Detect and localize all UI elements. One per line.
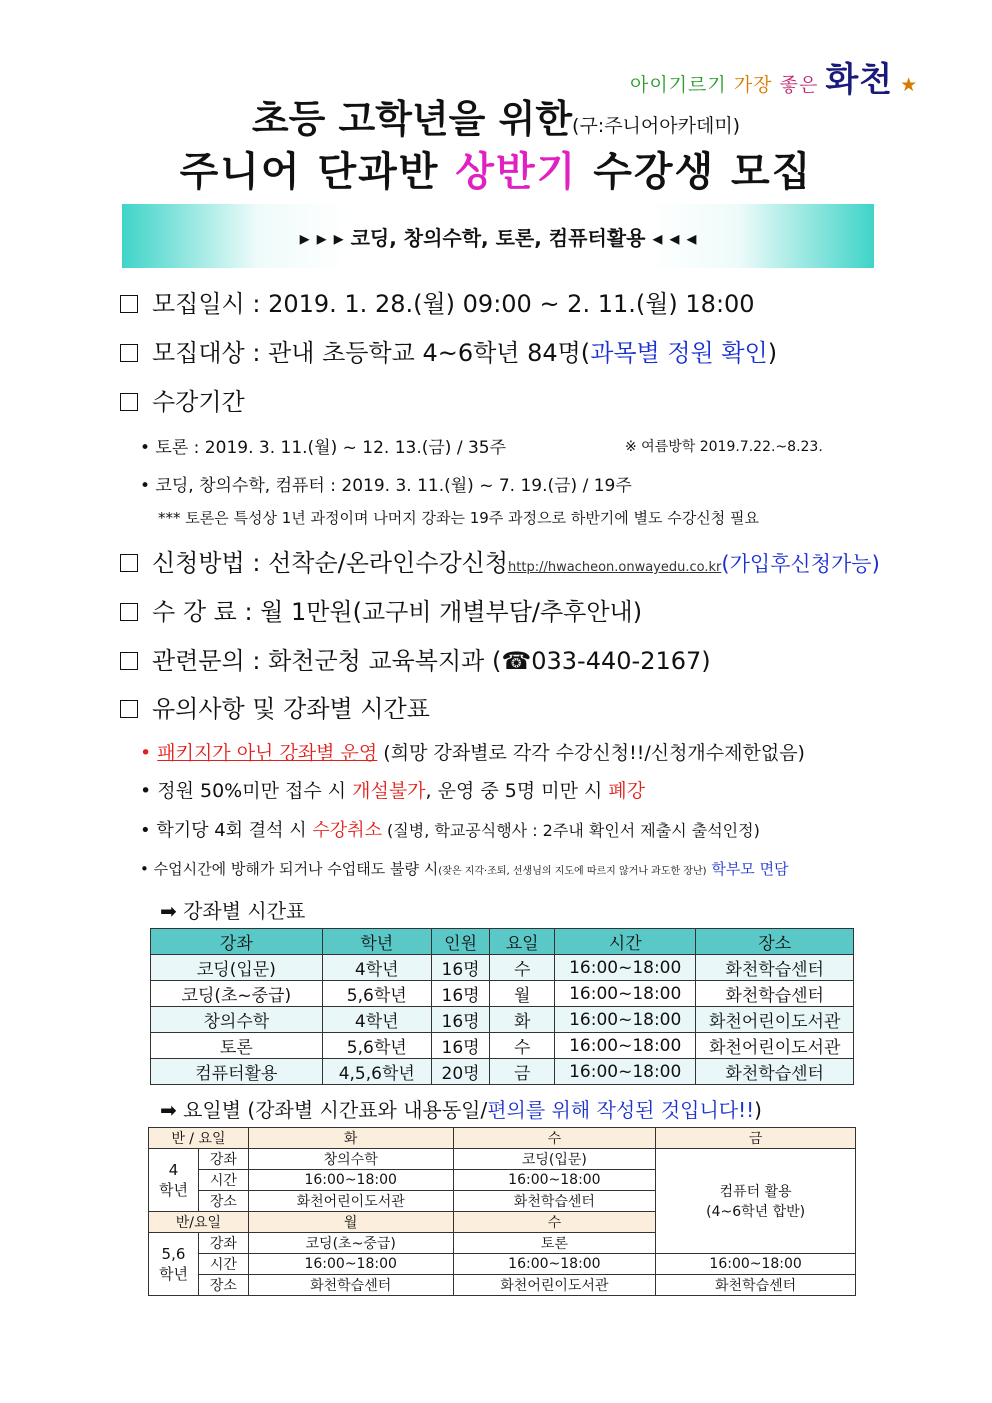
checkbox-icon xyxy=(120,652,138,670)
fri-merged-cell: 컴퓨터 활용 (4~6학년 합반) xyxy=(656,1149,856,1254)
checkbox-icon xyxy=(120,603,138,621)
contact: 관련문의 : 화천군청 교육복지과 (☎033-440-2167) xyxy=(120,641,711,676)
table-row: 컴퓨터활용 4,5,6학년 20명 금 16:00~18:00 화천학습센터 xyxy=(151,1059,854,1085)
table-row: 4 학년 강좌 창의수학 코딩(입문) 컴퓨터 활용 (4~6학년 합반) xyxy=(149,1149,856,1170)
subject-banner-text: ▸ ▸ ▸ 코딩, 창의수학, 토론, 컴퓨터활용 ◂ ◂ ◂ xyxy=(299,226,697,250)
page-title-line1: 초등 고학년을 위한(구:주니어아카데미) xyxy=(251,97,741,141)
grade-4-cell: 4 학년 xyxy=(149,1149,199,1212)
summer-break-note: ※ 여름방학 2019.7.22.~8.23. xyxy=(625,439,823,455)
table-row: 토론 5,6학년 16명 수 16:00~18:00 화천어린이도서관 xyxy=(151,1033,854,1059)
apply-link[interactable]: http://hwacheon.onwayedu.co.kr xyxy=(508,560,722,575)
table-header-row: 반/요일 월 수 xyxy=(149,1212,856,1233)
recruit-period: 모집일시 : 2019. 1. 28.(월) 09:00 ~ 2. 11.(월) 18:00 xyxy=(120,284,755,319)
table-header-row: 강좌 학년 인원 요일 시간 장소 xyxy=(151,929,854,955)
table-row: 창의수학 4학년 16명 화 16:00~18:00 화천어린이도서관 xyxy=(151,1007,854,1033)
checkbox-icon xyxy=(120,700,138,718)
slogan: 아이기르기 가장 좋은 화천 ★ xyxy=(630,60,919,100)
table-row: 장소 화천어린이도서관 화천학습센터 xyxy=(149,1191,856,1212)
day-timetable-heading: ➡ 요일별 (강좌별 시간표와 내용동일/편의를 위해 작성된 것입니다!!) xyxy=(160,1098,762,1122)
debate-period: • 토론 : 2019. 3. 11.(월) ~ 12. 13.(금) / 35주 xyxy=(140,438,507,458)
table-row: 장소 화천학습센터 화천어린이도서관 화천학습센터 xyxy=(149,1275,856,1296)
table-row: 코딩(초~중급) 5,6학년 16명 월 16:00~18:00 화천학습센터 xyxy=(151,981,854,1007)
checkbox-icon xyxy=(120,554,138,572)
notice-item: • 학기당 4회 결석 시 수강취소 (질병, 학교공식행사 : 2주내 확인서 제출시 출석인정) xyxy=(140,820,760,841)
table-row: 시간 16:00~18:00 16:00~18:00 16:00~18:00 xyxy=(149,1254,856,1275)
table-header-row: 반 / 요일 화 수 금 xyxy=(149,1128,856,1149)
notice-item: • 패키지가 아닌 강좌별 운영 (희망 강좌별로 각각 수강신청!!/신청개수제한없음) xyxy=(140,742,805,764)
notice-title: 유의사항 및 강좌별 시간표 xyxy=(120,689,430,724)
star-icon: ★ xyxy=(900,74,919,96)
timetable-heading: ➡ 강좌별 시간표 xyxy=(160,899,306,923)
notice-item: • 정원 50%미만 접수 시 개설불가, 운영 중 5명 미만 시 폐강 xyxy=(140,780,646,802)
notice-item: • 수업시간에 방해가 되거나 수업태도 불량 시(잦은 지각·조퇴, 선생님의 지도에 따르지 않거나 과도한 장난) 학부모 면담 xyxy=(140,860,789,878)
checkbox-icon xyxy=(120,393,138,411)
recruit-target: 모집대상 : 관내 초등학교 4~6학년 84명(과목별 정원 확인) xyxy=(120,333,777,368)
coding-period: • 코딩, 창의수학, 컴퓨터 : 2019. 3. 11.(월) ~ 7. 19.(금) / 19주 xyxy=(140,476,632,496)
day-timetable xyxy=(148,1127,856,1296)
course-timetable xyxy=(150,928,854,1085)
table-row: 시간 16:00~18:00 16:00~18:00 xyxy=(149,1170,856,1191)
table-row: 코딩(입문) 4학년 16명 수 16:00~18:00 화천학습센터 xyxy=(151,955,854,981)
grade-56-cell: 5,6 학년 xyxy=(149,1233,199,1296)
table-row: 5,6 학년 강좌 코딩(초~중급) 토론 xyxy=(149,1233,856,1254)
fee: 수 강 료 : 월 1만원(교구비 개별부담/추후안내) xyxy=(120,592,642,627)
slogan-place: 화천 xyxy=(825,60,894,100)
debate-note: *** 토론은 특성상 1년 과정이며 나머지 강좌는 19주 과정으로 하반기에 별도 수강신청 필요 xyxy=(158,509,760,527)
page-title-line2: 주니어 단과반 상반기 수강생 모집 xyxy=(179,149,813,195)
checkbox-icon xyxy=(120,344,138,362)
checkbox-icon xyxy=(120,295,138,313)
course-period-title: 수강기간 xyxy=(120,382,245,417)
apply-method: 신청방법 : 선착순/온라인수강신청http://hwacheon.onwayedu.co.kr(가입후신청가능) xyxy=(120,543,880,578)
